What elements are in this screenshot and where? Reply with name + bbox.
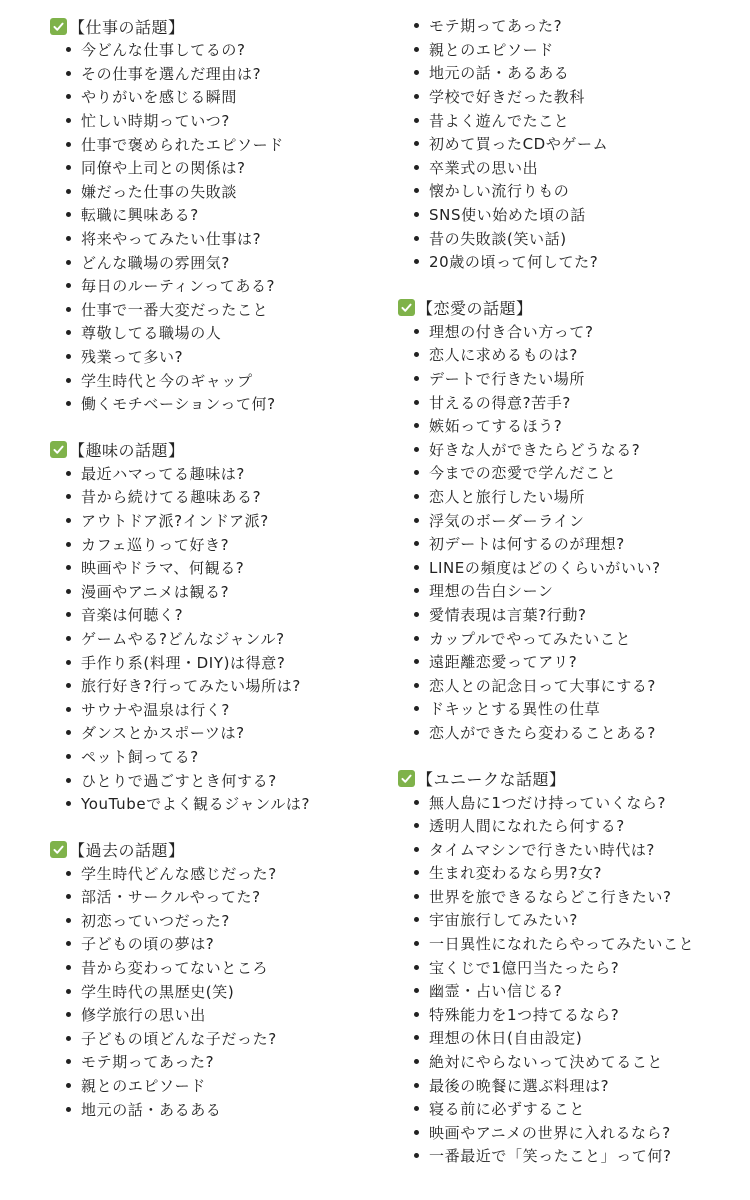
list-item-text: 特殊能力を1つ持てるなら?	[429, 1005, 620, 1024]
list-item	[398, 1073, 738, 1097]
list-item-text: 学校で好きだった教科	[429, 88, 586, 107]
list-item	[398, 697, 738, 721]
list-item	[50, 180, 390, 204]
bullet-icon	[66, 378, 71, 383]
topic-section	[50, 837, 390, 1121]
list-item	[398, 955, 738, 979]
list-item-text: 忙しい時期っていつ?	[81, 112, 230, 131]
list-item-text: カフェ巡りって好き?	[81, 535, 230, 554]
list-item-text: 懐かしい流行りもの	[429, 182, 570, 201]
list-item	[50, 650, 390, 674]
list-item-text: 学生時代どんな感じだった?	[81, 864, 277, 883]
bullet-icon	[414, 847, 419, 852]
bullet-icon	[414, 730, 419, 735]
list-item-text: ダンスとかスポーツは?	[81, 724, 245, 743]
list-item	[398, 673, 738, 697]
list-item	[398, 837, 738, 861]
list-item	[398, 156, 738, 180]
bullet-icon	[66, 542, 71, 547]
bullet-icon	[66, 918, 71, 923]
list-item-text: 好きな人ができたらどうなる?	[429, 440, 641, 459]
list-item	[50, 556, 390, 580]
list-item	[50, 250, 390, 274]
list-item-text: 嫌だった仕事の失敗談	[81, 182, 238, 201]
list-item	[398, 367, 738, 391]
list-item	[398, 85, 738, 109]
list-item-text: 尊敬してる職場の人	[81, 324, 222, 343]
list-item-text: 恋人と旅行したい場所	[429, 487, 586, 506]
list-item	[50, 861, 390, 885]
topic-section	[50, 438, 390, 816]
bullet-icon	[414, 988, 419, 993]
topic-list	[50, 462, 390, 816]
list-item-text: 理想の告白シーン	[429, 582, 554, 601]
list-item	[398, 390, 738, 414]
list-item-text: どんな職場の雰囲気?	[81, 253, 230, 272]
bullet-icon	[414, 259, 419, 264]
list-item	[398, 61, 738, 85]
topic-list	[398, 320, 738, 745]
list-item	[398, 461, 738, 485]
section-title: 【恋愛の話題】	[417, 299, 533, 319]
list-item	[398, 108, 738, 132]
list-item-text: 初めて買ったCDやゲーム	[429, 135, 609, 154]
list-item	[398, 508, 738, 532]
list-item	[398, 555, 738, 579]
list-item	[398, 1097, 738, 1121]
list-item	[50, 203, 390, 227]
list-item-text: 宇宙旅行してみたい?	[429, 911, 578, 930]
list-item-text: 絶対にやらないって決めてること	[429, 1053, 664, 1072]
list-item-text: 昔の失敗談(笑い話)	[429, 229, 567, 248]
bullet-icon	[66, 660, 71, 665]
list-item-text: 転職に興味ある?	[81, 206, 199, 225]
section-heading	[50, 14, 390, 38]
list-item-text: 理想の付き合い方って?	[429, 322, 594, 341]
bullet-icon	[414, 188, 419, 193]
bullet-icon	[414, 1083, 419, 1088]
bullet-icon	[66, 683, 71, 688]
list-item	[398, 438, 738, 462]
list-item	[398, 226, 738, 250]
list-item-text: 恋人に求めるものは?	[429, 346, 578, 365]
list-item	[398, 414, 738, 438]
list-item	[50, 485, 390, 509]
list-item	[398, 814, 738, 838]
bullet-icon	[414, 352, 419, 357]
bullet-icon	[66, 965, 71, 970]
list-item-text: アウトドア派?インドア派?	[81, 511, 269, 530]
bullet-icon	[66, 754, 71, 759]
bullet-icon	[414, 141, 419, 146]
list-item	[50, 979, 390, 1003]
list-item-text: 部活・サークルやってた?	[81, 888, 261, 907]
list-item	[50, 274, 390, 298]
bullet-icon	[66, 71, 71, 76]
list-item-text: 今どんな仕事してるの?	[81, 41, 246, 60]
bullet-icon	[66, 330, 71, 335]
list-item	[398, 1026, 738, 1050]
list-item-text: 映画やドラマ、何観る?	[81, 559, 245, 578]
topic-list	[50, 861, 390, 1121]
bullet-icon	[66, 894, 71, 899]
list-item-text: 音楽は何聴く?	[81, 606, 184, 625]
bullet-icon	[66, 636, 71, 641]
section-title: 【過去の話題】	[69, 840, 185, 860]
bullet-icon	[414, 1130, 419, 1135]
bullet-icon	[414, 894, 419, 899]
bullet-icon	[414, 94, 419, 99]
section-title: 【仕事の話題】	[69, 17, 185, 37]
bullet-icon	[66, 1059, 71, 1064]
list-item	[50, 697, 390, 721]
left-column	[50, 14, 390, 1143]
list-item-text: 20歳の頃って何してた?	[429, 253, 599, 272]
list-item	[50, 132, 390, 156]
list-item	[398, 343, 738, 367]
list-item	[50, 532, 390, 556]
list-item-text: サウナや温泉は行く?	[81, 700, 230, 719]
bullet-icon	[414, 400, 419, 405]
bullet-icon	[66, 1107, 71, 1112]
list-item-text: 卒業式の思い出	[429, 158, 539, 177]
list-item-text: 昔よく遊んでたこと	[429, 111, 570, 130]
list-item	[50, 156, 390, 180]
list-item	[50, 1074, 390, 1098]
list-item	[398, 979, 738, 1003]
list-item	[50, 109, 390, 133]
bullet-icon	[414, 1106, 419, 1111]
list-item	[50, 627, 390, 651]
section-heading	[50, 837, 390, 861]
list-item	[398, 721, 738, 745]
bullet-icon	[66, 471, 71, 476]
list-item	[50, 956, 390, 980]
list-item-text: 恋人ができたら変わることある?	[429, 723, 656, 742]
topic-section	[398, 296, 738, 745]
bullet-icon	[414, 1035, 419, 1040]
list-item-text: 子どもの頃の夢は?	[81, 935, 215, 954]
list-item-text: 最近ハマってる趣味は?	[81, 464, 245, 483]
bullet-icon	[66, 236, 71, 241]
list-item	[50, 1003, 390, 1027]
list-item	[50, 509, 390, 533]
section-title: 【趣味の話題】	[69, 441, 185, 460]
list-item-text: 恋人との記念日って大事にする?	[429, 676, 656, 695]
list-item-text: その仕事を選んだ理由は?	[81, 64, 262, 83]
right-column	[398, 14, 738, 1190]
list-item	[50, 227, 390, 251]
bullet-icon	[414, 376, 419, 381]
bullet-icon	[66, 1036, 71, 1041]
list-item-text: カップルでやってみたいこと	[429, 629, 632, 648]
list-item	[50, 909, 390, 933]
bullet-icon	[66, 565, 71, 570]
list-item	[398, 38, 738, 62]
bullet-icon	[414, 659, 419, 664]
bullet-icon	[66, 518, 71, 523]
list-item	[50, 885, 390, 909]
list-item-text: 修学旅行の思い出	[81, 1006, 206, 1025]
bullet-icon	[414, 706, 419, 711]
list-item-text: やりがいを感じる瞬間	[81, 88, 238, 107]
bullet-icon	[66, 307, 71, 312]
bullet-icon	[66, 1012, 71, 1017]
list-item	[50, 1050, 390, 1074]
list-item	[398, 861, 738, 885]
bullet-icon	[66, 94, 71, 99]
bullet-icon	[414, 800, 419, 805]
bullet-icon	[66, 212, 71, 217]
list-item	[398, 132, 738, 156]
list-item	[50, 1097, 390, 1121]
bullet-icon	[66, 354, 71, 359]
bullet-icon	[414, 236, 419, 241]
list-item-text: 愛情表現は言葉?行動?	[429, 605, 587, 624]
list-item-text: 漫画やアニメは観る?	[81, 582, 230, 601]
list-item-text: 昔から変わってないところ	[81, 959, 269, 978]
list-item-text: 手作り系(料理・DIY)は得意?	[81, 653, 286, 672]
list-item-text: タイムマシンで行きたい時代は?	[429, 840, 655, 859]
list-item	[398, 932, 738, 956]
bullet-icon	[66, 189, 71, 194]
bullet-icon	[414, 118, 419, 123]
list-item-text: 生まれ変わるなら男?女?	[429, 864, 603, 883]
topic-list	[398, 14, 738, 274]
list-item-text: 仕事で一番大変だったこと	[81, 300, 269, 319]
list-item-text: 旅行好き?行ってみたい場所は?	[81, 677, 301, 696]
list-item	[398, 1121, 738, 1145]
list-item-text: 親とのエピソード	[81, 1077, 206, 1096]
list-item-text: 将来やってみたい仕事は?	[81, 230, 262, 249]
list-item	[50, 579, 390, 603]
bullet-icon	[414, 212, 419, 217]
check-mark-icon	[398, 770, 415, 787]
list-item-text: 宝くじで1億円当たったら?	[429, 958, 620, 977]
bullet-icon	[414, 1012, 419, 1017]
bullet-icon	[66, 494, 71, 499]
bullet-icon	[414, 423, 419, 428]
bullet-icon	[66, 589, 71, 594]
bullet-icon	[66, 401, 71, 406]
list-item	[398, 885, 738, 909]
list-item-text: 親とのエピソード	[429, 40, 554, 59]
list-item	[398, 603, 738, 627]
bullet-icon	[414, 588, 419, 593]
list-item-text: 残業って多い?	[81, 348, 184, 367]
bullet-icon	[414, 165, 419, 170]
bullet-icon	[66, 142, 71, 147]
bullet-icon	[414, 683, 419, 688]
bullet-icon	[66, 260, 71, 265]
list-item	[50, 932, 390, 956]
list-item	[398, 1050, 738, 1074]
list-item-text: 仕事で褒められたエピソード	[81, 135, 284, 154]
bullet-icon	[66, 1083, 71, 1088]
list-item-text: 甘えるの得意?苦手?	[429, 393, 571, 412]
bullet-icon	[414, 612, 419, 617]
list-item	[50, 768, 390, 792]
list-item	[50, 674, 390, 698]
list-item	[398, 650, 738, 674]
section-title: 【ユニークな話題】	[417, 769, 566, 789]
list-item-text: 最後の晩餐に選ぶ料理は?	[429, 1076, 610, 1095]
topic-section	[50, 14, 390, 416]
list-item	[398, 1003, 738, 1027]
list-item-text: ドキッとする異性の仕草	[429, 700, 601, 719]
section-heading	[398, 296, 738, 320]
list-item-text: 一日異性になれたらやってみたいこと	[429, 935, 695, 954]
list-item	[50, 298, 390, 322]
bullet-icon	[66, 165, 71, 170]
list-item-text: デートで行きたい場所	[429, 370, 586, 389]
bullet-icon	[66, 612, 71, 617]
bullet-icon	[66, 118, 71, 123]
bullet-icon	[66, 47, 71, 52]
list-item-text: LINEの頻度はどのくらいがいい?	[429, 558, 661, 577]
list-item	[398, 14, 738, 38]
list-item-text: ペット飼ってる?	[81, 747, 199, 766]
bullet-icon	[414, 494, 419, 499]
bullet-icon	[66, 283, 71, 288]
list-item-text: 理想の休日(自由設定)	[429, 1029, 583, 1048]
bullet-icon	[66, 801, 71, 806]
list-item	[398, 485, 738, 509]
list-item-text: 初デートは何するのが理想?	[429, 535, 625, 554]
list-item-text: 地元の話・あるある	[429, 64, 570, 83]
list-item	[398, 203, 738, 227]
bullet-icon	[66, 730, 71, 735]
list-item-text: 透明人間になれたら何する?	[429, 817, 625, 836]
topic-section	[398, 14, 738, 274]
list-item	[50, 321, 390, 345]
list-item-text: 学生時代の黒歴史(笑)	[81, 982, 235, 1001]
list-item	[398, 626, 738, 650]
list-item-text: 世界を旅できるならどこ行きたい?	[429, 887, 672, 906]
bullet-icon	[414, 541, 419, 546]
bullet-icon	[66, 871, 71, 876]
list-item	[398, 908, 738, 932]
bullet-icon	[414, 70, 419, 75]
topic-list	[50, 38, 390, 416]
list-item-text: 映画やアニメの世界に入れるなら?	[429, 1123, 671, 1142]
list-item	[398, 532, 738, 556]
list-item-text: 昔から続けてる趣味ある?	[81, 488, 262, 507]
list-item-text: モテ期ってあった?	[81, 1053, 215, 1072]
bullet-icon	[414, 941, 419, 946]
list-item	[398, 1144, 738, 1168]
list-item	[50, 392, 390, 416]
bullet-icon	[414, 470, 419, 475]
list-item	[50, 38, 390, 62]
list-item-text: ゲームやる?どんなジャンル?	[81, 629, 285, 648]
list-item-text: 寝る前に必ずすること	[429, 1100, 586, 1119]
list-item-text: 地元の話・あるある	[81, 1100, 222, 1119]
bullet-icon	[66, 707, 71, 712]
list-item	[50, 462, 390, 486]
list-item	[50, 62, 390, 86]
list-item-text: 同僚や上司との関係は?	[81, 159, 246, 178]
list-item-text: YouTubeでよく観るジャンルは?	[81, 795, 311, 814]
topic-section	[398, 766, 738, 1168]
section-heading	[398, 766, 738, 790]
bullet-icon	[414, 636, 419, 641]
list-item	[50, 792, 390, 816]
bullet-icon	[66, 778, 71, 783]
bullet-icon	[414, 329, 419, 334]
list-item	[398, 790, 738, 814]
topic-list	[398, 790, 738, 1168]
list-item-text: 浮気のボーダーライン	[429, 511, 585, 530]
list-item	[50, 603, 390, 627]
list-item	[398, 579, 738, 603]
list-item-text: 働くモチベーションって何?	[81, 395, 276, 414]
list-item-text: 幽霊・占い信じる?	[429, 982, 563, 1001]
list-item	[50, 721, 390, 745]
bullet-icon	[414, 47, 419, 52]
bullet-icon	[414, 870, 419, 875]
list-item	[398, 250, 738, 274]
list-item	[50, 745, 390, 769]
bullet-icon	[66, 941, 71, 946]
list-item-text: 今までの恋愛で学んだこと	[429, 464, 617, 483]
bullet-icon	[414, 1059, 419, 1064]
list-item	[50, 345, 390, 369]
bullet-icon	[414, 23, 419, 28]
bullet-icon	[414, 917, 419, 922]
list-item-text: 毎日のルーティンってある?	[81, 277, 276, 296]
check-mark-icon	[50, 18, 67, 35]
bullet-icon	[414, 447, 419, 452]
list-item	[50, 1027, 390, 1051]
list-item-text: ひとりで過ごすとき何する?	[81, 771, 277, 790]
bullet-icon	[66, 989, 71, 994]
list-item-text: 遠距離恋愛ってアリ?	[429, 653, 578, 672]
list-item-text: 学生時代と今のギャップ	[81, 371, 253, 390]
check-mark-icon	[50, 441, 67, 458]
list-item	[398, 179, 738, 203]
list-item	[50, 85, 390, 109]
bullet-icon	[414, 565, 419, 570]
list-item	[50, 368, 390, 392]
bullet-icon	[414, 823, 419, 828]
bullet-icon	[414, 1153, 419, 1158]
list-item	[398, 320, 738, 344]
list-item-text: SNS使い始めた頃の話	[429, 206, 586, 225]
list-item-text: 一番最近で「笑ったこと」って何?	[429, 1147, 672, 1166]
check-mark-icon	[50, 841, 67, 858]
list-item-text: モテ期ってあった?	[429, 17, 563, 36]
list-item-text: 初恋っていつだった?	[81, 911, 230, 930]
section-heading	[50, 438, 390, 462]
list-item-text: 無人島に1つだけ持っていくなら?	[429, 793, 667, 812]
list-item-text: 嫉妬ってするほう?	[429, 417, 563, 436]
check-mark-icon	[398, 299, 415, 316]
bullet-icon	[414, 965, 419, 970]
bullet-icon	[414, 518, 419, 523]
list-item-text: 子どもの頃どんな子だった?	[81, 1029, 277, 1048]
